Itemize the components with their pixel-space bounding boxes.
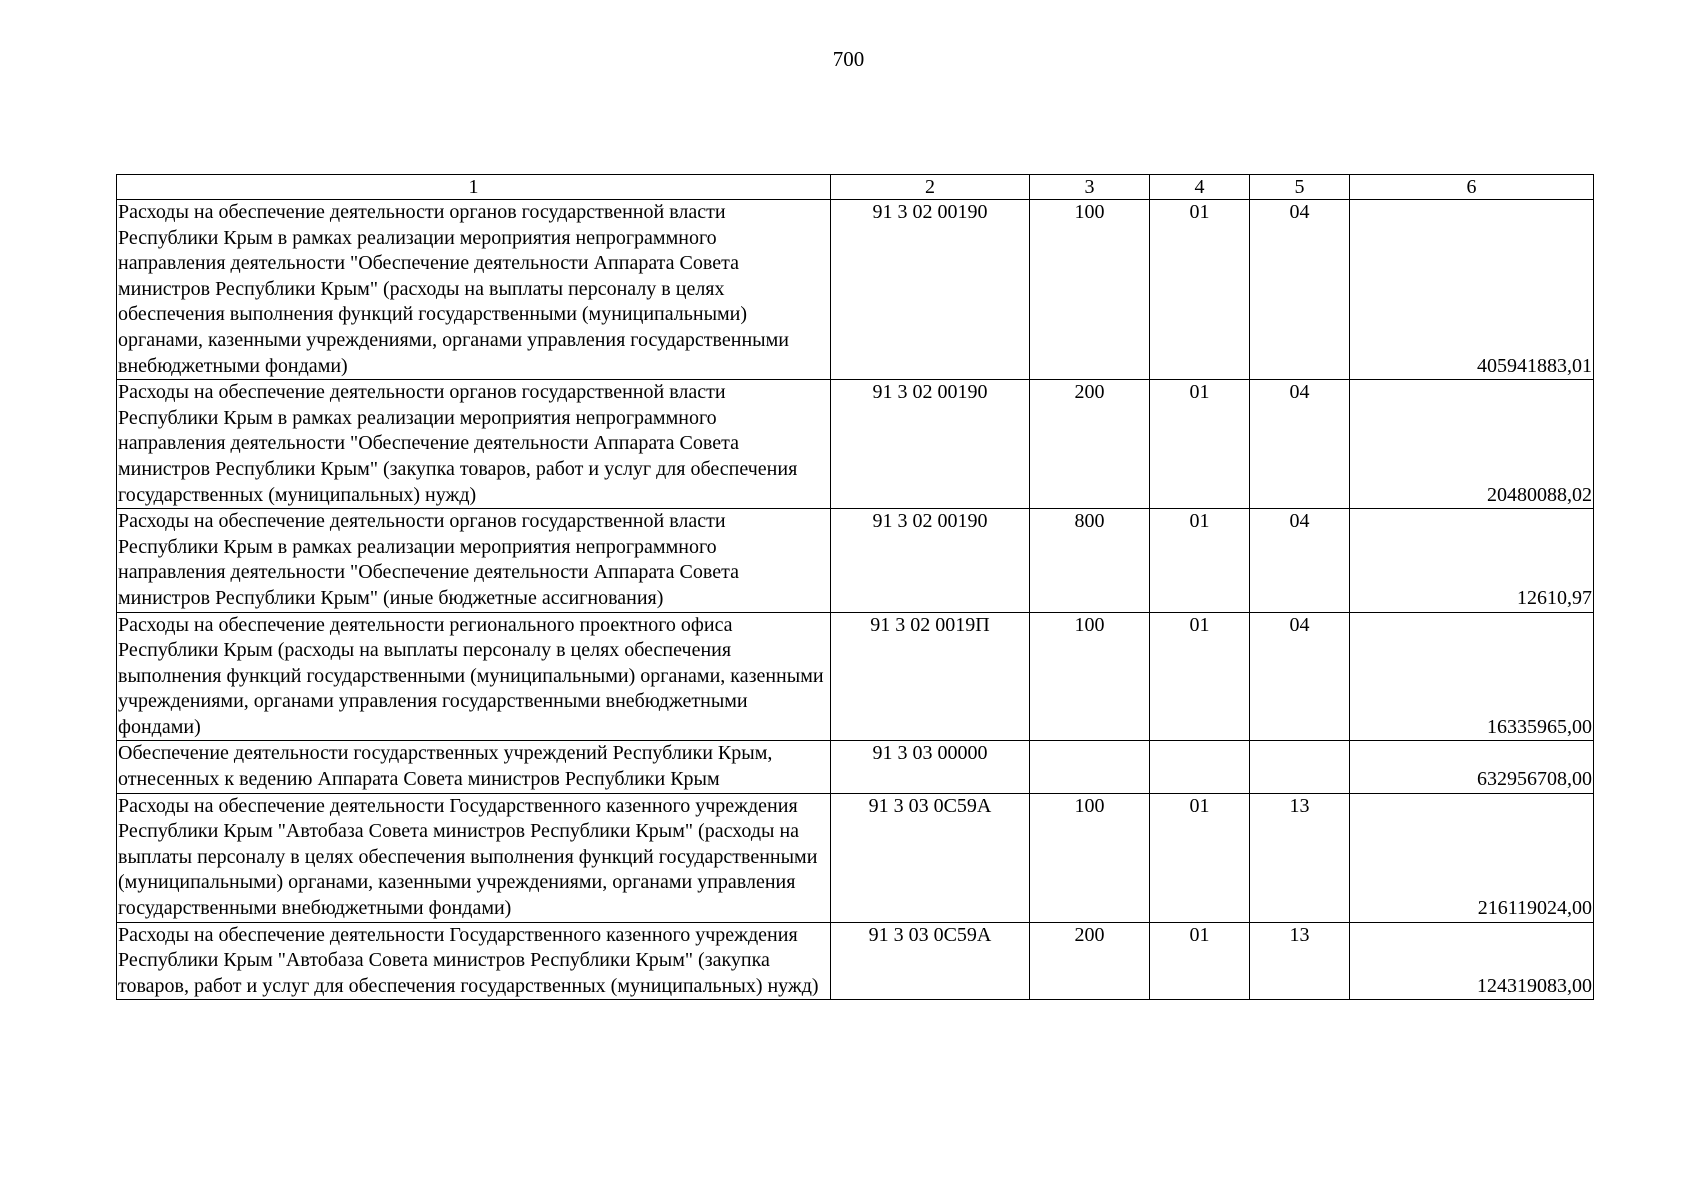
expense-type-cell: 800 <box>1030 509 1150 612</box>
subsection-cell: 04 <box>1250 200 1350 380</box>
column-header: 2 <box>831 175 1030 200</box>
expense-name-cell: Расходы на обеспечение деятельности Государственного казенного учреждения Республики Крым "Автобаза Совета министров Республики Крым" (закупка товаров, работ и услуг для обеспечения государственных (муниципальных) нужд) <box>117 922 831 1000</box>
table-row <box>117 612 1594 741</box>
budget-table <box>116 174 1594 1000</box>
column-header: 1 <box>117 175 831 200</box>
section-cell: 01 <box>1150 612 1250 741</box>
section-cell: 01 <box>1150 200 1250 380</box>
table-row <box>117 380 1594 509</box>
target-article-cell: 91 3 02 0019П <box>831 612 1030 741</box>
section-cell <box>1150 741 1250 793</box>
table-row <box>117 793 1594 922</box>
section-cell: 01 <box>1150 922 1250 1000</box>
expense-name-cell: Расходы на обеспечение деятельности органов государственной власти Республики Крым в рамках реализации мероприятия непрограммного направления деятельности "Обеспечение деятельности Аппарата Совета министров Республики Крым" (расходы на выплаты персоналу в целях обеспечения выполнения функций государственными (муниципальными) органами, казенными учреждениями, органами управления государственными внебюджетными фондами) <box>117 200 831 380</box>
subsection-cell: 13 <box>1250 793 1350 922</box>
sum-cell: 632956708,00 <box>1350 741 1594 793</box>
expense-name-cell: Расходы на обеспечение деятельности органов государственной власти Республики Крым в рамках реализации мероприятия непрограммного направления деятельности "Обеспечение деятельности Аппарата Совета министров Республики Крым" (закупка товаров, работ и услуг для обеспечения государственных (муниципальных) нужд) <box>117 380 831 509</box>
column-header: 5 <box>1250 175 1350 200</box>
expense-type-cell: 100 <box>1030 612 1150 741</box>
column-header: 3 <box>1030 175 1150 200</box>
expense-type-cell: 100 <box>1030 200 1150 380</box>
expense-type-cell: 100 <box>1030 793 1150 922</box>
section-cell: 01 <box>1150 793 1250 922</box>
expense-name-cell: Расходы на обеспечение деятельности Государственного казенного учреждения Республики Крым "Автобаза Совета министров Республики Крым" (расходы на выплаты персоналу в целях обеспечения выполнения функций государственными (муниципальными) органами, казенными учреждениями, органами управления государственными внебюджетными фондами) <box>117 793 831 922</box>
expense-type-cell: 200 <box>1030 380 1150 509</box>
sum-cell: 405941883,01 <box>1350 200 1594 380</box>
sum-cell: 12610,97 <box>1350 509 1594 612</box>
section-cell: 01 <box>1150 380 1250 509</box>
section-cell: 01 <box>1150 509 1250 612</box>
target-article-cell: 91 3 03 0С59А <box>831 922 1030 1000</box>
expense-type-cell: 200 <box>1030 922 1150 1000</box>
target-article-cell: 91 3 02 00190 <box>831 380 1030 509</box>
subsection-cell: 13 <box>1250 922 1350 1000</box>
column-header: 6 <box>1350 175 1594 200</box>
expense-type-cell <box>1030 741 1150 793</box>
table-row <box>117 200 1594 380</box>
subsection-cell: 04 <box>1250 612 1350 741</box>
sum-cell: 124319083,00 <box>1350 922 1594 1000</box>
subsection-cell: 04 <box>1250 509 1350 612</box>
expense-name-cell: Расходы на обеспечение деятельности регионального проектного офиса Республики Крым (расходы на выплаты персоналу в целях обеспечения выполнения функций государственными (муниципальными) органами, казенными учреждениями, органами управления государственными внебюджетными фондами) <box>117 612 831 741</box>
target-article-cell: 91 3 03 0С59А <box>831 793 1030 922</box>
table-header-row <box>117 175 1594 200</box>
subsection-cell: 04 <box>1250 380 1350 509</box>
sum-cell: 16335965,00 <box>1350 612 1594 741</box>
subsection-cell <box>1250 741 1350 793</box>
expense-name-cell: Обеспечение деятельности государственных учреждений Республики Крым, отнесенных к ведению Аппарата Совета министров Республики Крым <box>117 741 831 793</box>
target-article-cell: 91 3 02 00190 <box>831 200 1030 380</box>
target-article-cell: 91 3 03 00000 <box>831 741 1030 793</box>
expense-name-cell: Расходы на обеспечение деятельности органов государственной власти Республики Крым в рамках реализации мероприятия непрограммного направления деятельности "Обеспечение деятельности Аппарата Совета министров Республики Крым" (иные бюджетные ассигнования) <box>117 509 831 612</box>
page-number: 700 <box>832 47 865 71</box>
target-article-cell: 91 3 02 00190 <box>831 509 1030 612</box>
sum-cell: 20480088,02 <box>1350 380 1594 509</box>
column-header: 4 <box>1150 175 1250 200</box>
table-row <box>117 922 1594 1000</box>
table-row <box>117 509 1594 612</box>
sum-cell: 216119024,00 <box>1350 793 1594 922</box>
table-row <box>117 741 1594 793</box>
